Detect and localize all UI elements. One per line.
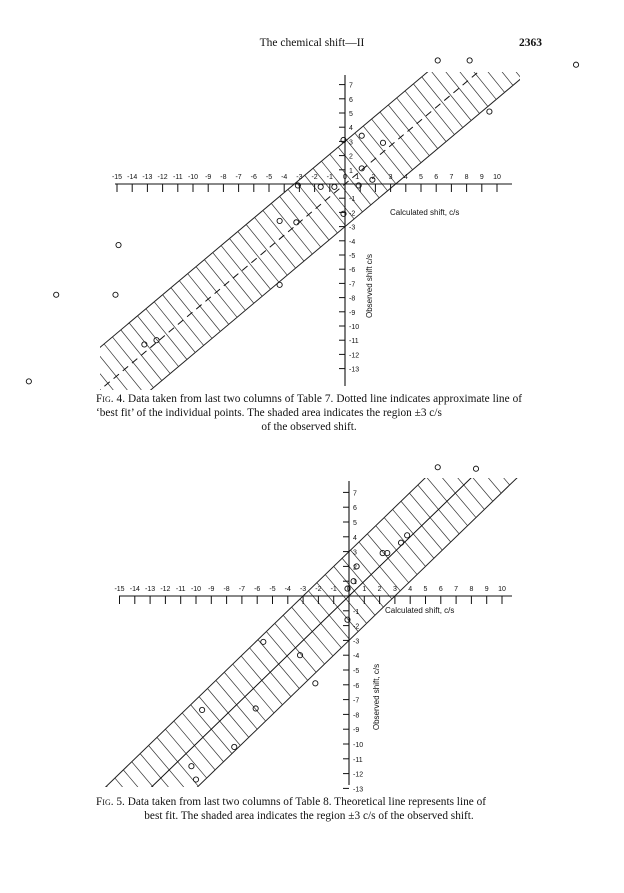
x-tick-label: -7 [235, 174, 242, 181]
data-point [253, 706, 258, 711]
data-point [405, 533, 410, 538]
x-tick-label: -15 [111, 174, 123, 181]
x-tick-label: 2 [371, 174, 376, 181]
data-point [318, 184, 323, 189]
y-tick-label: -8 [353, 712, 360, 720]
x-tick-label: -3 [299, 586, 307, 593]
hatch-line [37, 400, 78, 451]
y-tick-label: -13 [349, 366, 360, 374]
y-tick-label: -1 [349, 196, 356, 204]
y-tick-label: -4 [349, 238, 356, 246]
y-tick-label: 3 [349, 139, 353, 147]
hatch-line [460, 444, 501, 493]
data-point [487, 109, 492, 114]
data-point [26, 379, 31, 384]
y-tick-label: -7 [353, 697, 360, 705]
figure-4-caption-line1: Data taken from last two columns of Table 7. Dotted line indicates approximate [128, 393, 490, 405]
figure-4-chart [0, 62, 624, 392]
y-tick-label: 2 [349, 153, 353, 161]
hatch-line [73, 819, 114, 868]
y-tick-label: -1 [353, 608, 360, 616]
y-axis-label: Observed shift, c/s [372, 663, 381, 731]
hatch-line [480, 28, 521, 79]
hatch-line [564, 0, 605, 8]
y-tick-label: -7 [349, 281, 356, 289]
y-tick-label: -10 [349, 324, 360, 331]
x-tick-label: -2 [311, 174, 318, 181]
hatch-line [39, 851, 80, 893]
data-point [467, 58, 472, 63]
x-tick-label: -10 [187, 174, 199, 181]
x-tick-label: -11 [175, 586, 186, 593]
x-axis-label: Calculated shift, c/s [390, 208, 460, 217]
x-tick-label: -15 [114, 586, 125, 593]
data-point [154, 338, 159, 343]
y-tick-label: -9 [349, 309, 356, 317]
data-point [277, 282, 282, 287]
x-tick-label: -13 [142, 174, 153, 181]
x-tick-label: 5 [419, 174, 423, 181]
x-tick-label: 8 [464, 174, 469, 181]
y-tick-label: -6 [353, 682, 360, 690]
hatch-line [572, 0, 613, 1]
data-point [435, 465, 440, 470]
y-tick-label: -11 [349, 338, 359, 346]
x-tick-label: 4 [403, 174, 408, 181]
x-tick-label: 3 [392, 586, 397, 593]
data-point [116, 242, 121, 247]
data-point [313, 681, 318, 686]
y-tick-label: -12 [353, 771, 364, 779]
y-tick-label: -8 [349, 295, 356, 303]
y-tick-label: 6 [349, 96, 353, 104]
y-tick-label: 7 [353, 490, 357, 498]
x-tick-label: 3 [388, 174, 393, 181]
figure-5-caption-line2: best fit. The shaded area indicates the region ±3 c/s of the observed shift. [144, 810, 474, 822]
x-tick-label: -7 [238, 586, 246, 593]
data-point [261, 639, 266, 644]
figure-5-label: Fig. 5. [96, 796, 125, 808]
figure-5-caption [96, 795, 522, 823]
hatch-line [22, 868, 63, 893]
figure-5-chart [0, 465, 624, 794]
x-tick-label: -1 [326, 174, 333, 181]
data-point [200, 707, 205, 712]
hatch-line [56, 835, 97, 884]
x-tick-label: 4 [408, 586, 413, 593]
x-tick-label: 10 [493, 174, 501, 181]
x-axis-label: Calculated shift, c/s [385, 606, 455, 615]
data-point [277, 218, 282, 223]
data-point [473, 466, 478, 471]
x-tick-label: -1 [330, 586, 337, 593]
figure-5-caption-line1: Data taken from last two columns of Table 8. Theoretical line represents line of [127, 796, 486, 808]
x-tick-label: -2 [315, 586, 322, 593]
x-tick-label: -13 [145, 586, 156, 593]
data-point [398, 540, 403, 545]
hatch-line [547, 0, 588, 22]
hatch-line [452, 452, 493, 501]
x-tick-label: 0 [347, 586, 351, 593]
data-point [232, 744, 237, 749]
x-tick-label: -5 [265, 174, 273, 181]
data-point [54, 292, 59, 297]
y-tick-label: -13 [353, 786, 364, 794]
hatch-line [530, 0, 571, 36]
data-point [380, 140, 385, 145]
hatch-line [519, 387, 560, 436]
y-tick-label: -5 [353, 668, 360, 675]
y-tick-label: -3 [353, 638, 360, 646]
hatch-line [48, 843, 89, 892]
x-tick-label: -8 [220, 174, 227, 181]
x-tick-label: 5 [423, 586, 428, 593]
data-point [113, 292, 118, 297]
y-tick-label: 7 [349, 82, 353, 90]
figure-4-caption-line2: line of ‘best fit’ of the individual points. The shaded area indicates the region ±3 c/s [96, 393, 523, 419]
x-tick-label: -10 [190, 586, 202, 593]
x-tick-label: -5 [269, 586, 276, 593]
x-tick-label: -4 [281, 174, 288, 181]
x-tick-label: 8 [469, 586, 474, 593]
hatch-line [556, 0, 597, 15]
data-point [294, 220, 299, 225]
x-tick-label: 7 [454, 586, 459, 593]
y-tick-label: -10 [353, 742, 364, 749]
hatch-line [468, 436, 509, 485]
hatch-line [477, 428, 518, 477]
data-point [189, 764, 194, 769]
x-tick-label: 1 [355, 174, 360, 181]
y-tick-label: 2 [353, 564, 357, 572]
figure-4-caption [96, 392, 522, 434]
x-tick-label: 9 [479, 174, 484, 181]
y-tick-label: -4 [353, 653, 360, 661]
figure-4-label: Fig. 4. [96, 393, 126, 405]
hatch-line [539, 0, 580, 29]
y-tick-label: -2 [353, 623, 360, 631]
x-tick-label: -8 [223, 586, 230, 593]
hatch-line [6, 884, 47, 893]
x-tick-label: -6 [250, 174, 257, 181]
x-tick-label: 1 [362, 586, 367, 593]
hatch-line [54, 386, 95, 437]
y-tick-label: -6 [349, 267, 356, 275]
y-tick-label: -12 [349, 352, 360, 360]
x-tick-label: -6 [254, 586, 261, 593]
y-tick-label: -3 [349, 224, 356, 232]
data-point [142, 342, 147, 347]
x-tick-label: -9 [205, 174, 212, 181]
y-tick-label: 1 [349, 167, 353, 175]
y-tick-label: -2 [349, 210, 356, 218]
y-tick-label: 1 [353, 579, 357, 587]
x-tick-label: 0 [343, 174, 347, 181]
x-tick-label: -9 [208, 586, 215, 593]
y-tick-label: 4 [353, 534, 357, 542]
hatch-line [46, 393, 87, 444]
figure-4-caption-line3: of the observed shift. [261, 421, 357, 433]
y-tick-label: -9 [353, 727, 360, 735]
x-tick-label: -14 [129, 586, 140, 593]
x-tick-label: -12 [157, 174, 168, 181]
y-tick-label: 6 [353, 505, 357, 513]
x-tick-label: -3 [296, 174, 303, 181]
hatch-line [505, 7, 546, 58]
x-tick-label: 6 [438, 586, 443, 593]
x-tick-label: 9 [484, 586, 489, 593]
y-tick-label: -5 [349, 253, 356, 260]
x-tick-label: 6 [434, 174, 439, 181]
x-tick-label: 7 [449, 174, 454, 181]
x-tick-label: -4 [284, 586, 291, 593]
y-tick-label: 5 [353, 520, 357, 527]
y-tick-label: 4 [349, 125, 353, 133]
running-head: The chemical shift—II [259, 37, 365, 49]
data-point [193, 777, 198, 782]
hatch-line [20, 414, 61, 465]
hatch-line [14, 876, 55, 893]
y-tick-label: 5 [349, 111, 353, 118]
data-point [573, 62, 578, 67]
hatch-line [29, 407, 70, 458]
y-axis-label: Observed shift c/s [365, 253, 374, 319]
data-point [359, 133, 364, 138]
data-point [332, 184, 337, 189]
x-tick-label: -12 [160, 586, 171, 593]
y-tick-label: -11 [353, 756, 363, 764]
data-point [435, 58, 440, 63]
x-tick-label: 2 [377, 586, 382, 593]
x-tick-label: -11 [172, 174, 183, 181]
x-tick-label: 10 [498, 586, 506, 593]
hatch-line [64, 827, 105, 876]
hatch-line [31, 859, 72, 893]
y-tick-label: 3 [353, 549, 357, 557]
page-number: 2363 [519, 37, 542, 49]
x-tick-label: -14 [127, 174, 138, 181]
